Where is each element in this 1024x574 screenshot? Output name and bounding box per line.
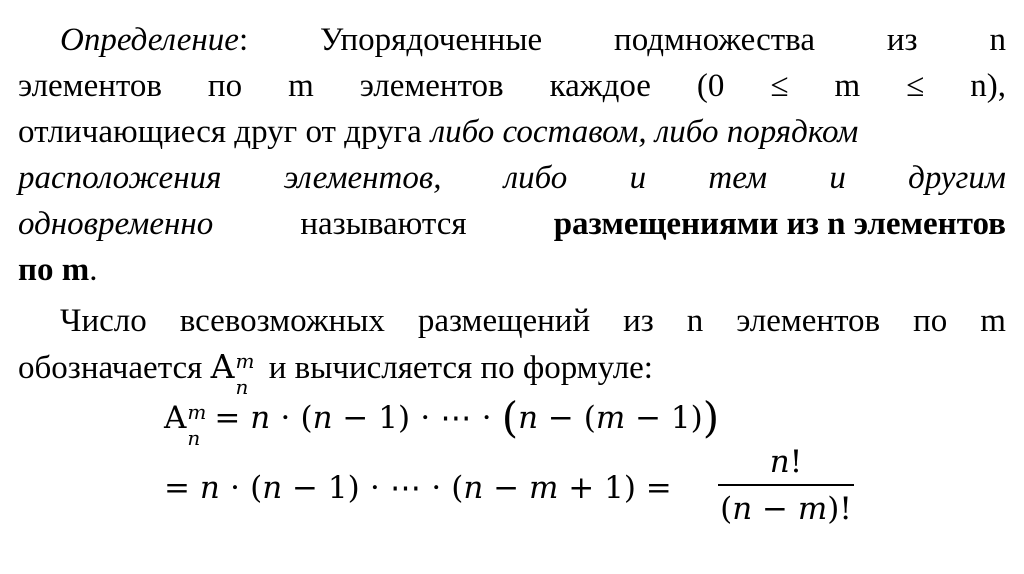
count-line-1 xyxy=(18,298,1006,344)
symbol-base: A xyxy=(164,400,187,436)
formula-expression: 𝑛 − (𝑚 − 1) xyxy=(518,400,703,436)
definition-line-4 xyxy=(18,155,1006,201)
word: тем xyxy=(708,160,768,196)
symbol-superscript: m xyxy=(235,349,255,373)
formula-line-1 xyxy=(164,393,720,450)
word: размещений xyxy=(417,303,591,339)
definition-term: Определение xyxy=(60,22,239,58)
leq-symbol: ≤ xyxy=(906,68,925,104)
word: из xyxy=(886,22,918,58)
word: элементов, xyxy=(283,160,442,196)
fraction xyxy=(716,440,856,532)
word: либо xyxy=(503,160,568,196)
word: n xyxy=(686,303,704,339)
definition-line-2 xyxy=(18,63,1006,109)
definition-term-group xyxy=(60,17,248,63)
word: (0 xyxy=(696,68,725,104)
formula-expression: = 𝑛 ⋅ (𝑛 − 1) ⋅ ⋯ ⋅ xyxy=(214,400,502,436)
plain-text: называются xyxy=(300,206,467,242)
plain-text: обозначается xyxy=(18,350,203,386)
word: Число xyxy=(60,303,147,339)
italic-text: либо составом, либо порядком xyxy=(430,114,859,150)
word: и xyxy=(629,160,647,196)
symbol-subscript: n xyxy=(187,426,201,450)
word: расположения xyxy=(18,160,222,196)
count-line-2 xyxy=(18,344,1006,399)
word: n xyxy=(989,22,1006,58)
word: подмножества xyxy=(614,22,815,58)
word: по xyxy=(913,303,948,339)
word: элементов xyxy=(736,303,881,339)
definition-colon: : xyxy=(238,22,249,58)
word: m xyxy=(288,68,314,104)
arrangement-symbol xyxy=(164,395,207,450)
plain-text: и вычисляется по формуле: xyxy=(268,350,653,386)
definition-line-5 xyxy=(18,201,1006,247)
word: из xyxy=(623,303,654,339)
word: n), xyxy=(970,68,1006,104)
word: m xyxy=(834,68,861,104)
bold-term: размещениями из n элементов xyxy=(553,206,1006,242)
word: всевозможных xyxy=(179,303,385,339)
leq-symbol: ≤ xyxy=(770,68,789,104)
definition-line-3 xyxy=(18,109,1006,155)
word: другим xyxy=(908,160,1006,196)
symbol-superscript: m xyxy=(187,400,207,424)
word: элементов xyxy=(359,68,504,104)
large-open-paren: ( xyxy=(501,393,519,442)
formula-line-2 xyxy=(164,465,672,511)
word: и xyxy=(829,160,846,196)
word: элементов xyxy=(18,68,162,104)
symbol-base: A xyxy=(210,347,235,386)
word: m xyxy=(980,303,1006,339)
italic-text: одновременно xyxy=(18,206,214,242)
word: каждое xyxy=(549,68,651,104)
fraction-denominator: (𝑛 − 𝑚)! xyxy=(720,491,852,527)
definition-line-6 xyxy=(18,247,1006,293)
large-close-paren: ) xyxy=(702,393,720,442)
symbol-subscript: n xyxy=(235,375,249,399)
definition-line-1 xyxy=(18,17,1006,63)
period: . xyxy=(89,252,98,288)
bold-term: по m xyxy=(18,252,90,288)
arrangement-symbol xyxy=(210,344,255,399)
plain-text: отличающиеся друг от друга xyxy=(18,114,422,150)
formula-expression: = 𝑛 ⋅ (𝑛 − 1) ⋅ ⋯ ⋅ (𝑛 − 𝑚 + 1) = xyxy=(164,470,672,506)
fraction-numerator: 𝑛! xyxy=(769,444,803,480)
word: по xyxy=(207,68,243,104)
word: Упорядоченные xyxy=(320,22,543,58)
